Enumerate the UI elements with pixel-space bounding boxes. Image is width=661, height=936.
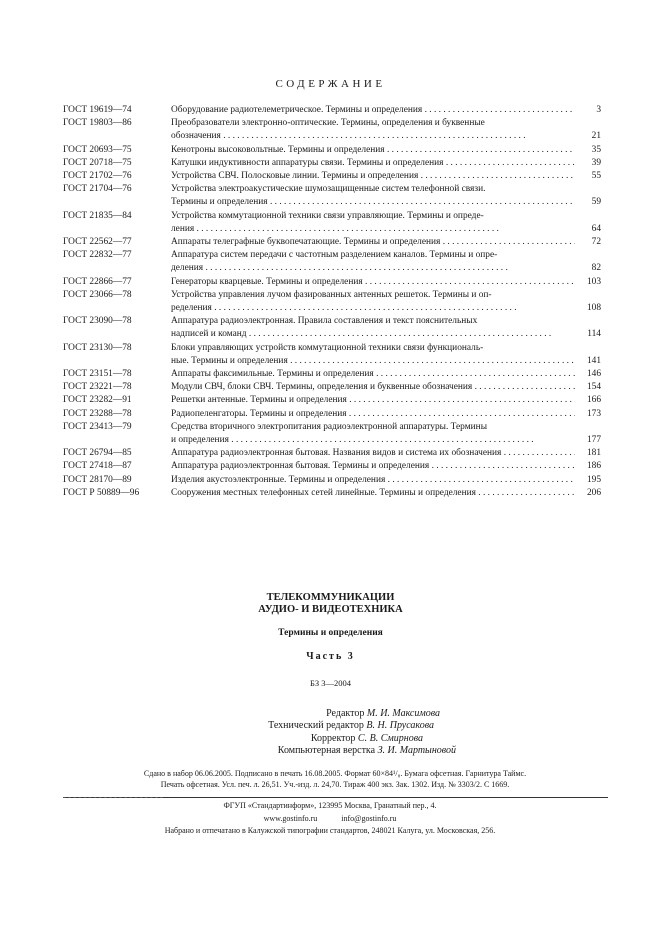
publisher-address: ФГУП «Стандартинформ», 123995 Москва, Гранатный пер., 4. [223,801,437,810]
toc-entry-code: ГОСТ 19803—86 [63,118,132,129]
toc-entry[interactable] [63,447,601,460]
toc-entry[interactable] [63,315,601,341]
toc-entry-title [171,144,575,157]
toc-entry-title-line: Катушки индуктивности аппаратуры связи. Термины и определения . . . [171,158,575,168]
toc-entry-title-line: Модули СВЧ, блоки СВЧ. Термины, определения и буквенные обозначения . . . [171,382,575,392]
toc-entry-title [171,315,575,341]
toc-entry-page: 39 [591,157,601,168]
toc-entry-title-line: Генераторы кварцевые. Термины и определения . . . [171,277,575,287]
toc-entry-title-line: Средства вторичного электропитания радиоэлектронной аппаратуры. Термины [171,421,487,432]
toc-entry-page: 35 [591,144,601,155]
credit-tech-editor: Технический редактор В. Н. Прусакова [268,720,434,732]
toc-entry[interactable] [63,460,601,473]
toc-entry-title [171,249,575,275]
toc-entry-page: 146 [586,369,601,380]
toc-entry-title [171,474,575,487]
toc-entry-title [171,210,575,236]
book-title-line-2: АУДИО- И ВИДЕОТЕХНИКА [258,604,403,615]
toc-entry-code: ГОСТ 19619—74 [63,105,132,115]
toc-entry-code: ГОСТ 22562—77 [63,237,132,248]
toc-entry-title-line: Преобразователи электронно-оптические. Термины, определения и буквенные [171,118,485,129]
toc-entry-page: 21 [591,131,601,142]
credit-name: З. И. Мартыновой [377,745,456,757]
email-link[interactable]: info@gostinfo.ru [341,813,397,823]
toc-entry-title-line: Термины и определения . . . [171,197,574,207]
toc-entry-page: 181 [586,448,601,459]
toc-entry[interactable] [63,104,601,117]
toc-entry-code: ГОСТ 28170—89 [63,474,132,485]
toc-entry-title-line: Аппаратура радиоэлектронная бытовая. Термины и определения . . . [171,461,575,471]
toc-entry-title [171,276,575,289]
toc-entry-code: ГОСТ 23288—78 [63,408,132,419]
toc-entry-code: ГОСТ 22832—77 [63,250,132,261]
toc-entry-page: 114 [587,329,601,340]
toc-entry[interactable] [63,394,601,407]
toc-entry-title-line: Радиопеленгаторы. Термины и определения . . . [171,409,575,419]
toc-entry-page: 72 [591,237,601,248]
toc-entry[interactable] [63,408,601,421]
toc-entry[interactable] [63,368,601,381]
toc-entry-title-line: Устройства управления лучом фазированных антенных решеток. Термины и оп- [171,289,492,300]
printer-info: Набрано и отпечатано в Калужской типографии стандартов, 248021 Калуга, ул. Московская, 256. [164,826,496,835]
toc-entry-page: 3 [596,105,601,115]
footer [40,800,620,838]
toc-entry-page: 166 [586,395,601,406]
toc-entry-title [171,117,575,143]
toc-entry-title [171,368,575,381]
toc-entry-title-line: Аппараты факсимильные. Термины и определения . . . [171,369,575,379]
toc-entry-page: 59 [591,197,601,208]
toc-entry[interactable] [63,276,601,289]
toc-entry-title-line: и определения . . . [171,435,536,445]
toc-entry-page: 141 [586,355,601,366]
toc-entry[interactable] [63,487,601,500]
toc-entry-page: 154 [586,382,601,393]
table-of-contents [63,104,601,500]
book-title [0,592,661,616]
book-part: Часть 3 [306,651,355,662]
toc-entry-title [171,183,575,209]
credit-editor: Редактор М. И. Максимова [326,708,440,719]
toc-entry-code: ГОСТ 21702—76 [63,171,132,182]
toc-entry-code: ГОСТ 22866—77 [63,276,132,287]
toc-entry-code: ГОСТ 23221—78 [63,382,132,393]
bz-code: БЗ 3—2004 [309,678,351,688]
toc-entry-page: 186 [586,461,601,472]
toc-entry-title [171,408,575,421]
book-subtitle: Термины и определения [278,628,383,638]
publication-info-line-2: Печать офсетная. Усл. печ. л. 26,51. Уч.-изд. л. 24,70. Тираж 400 экз. Зак. 1302. Изд. № 3303/2. С 1669. [160,780,510,789]
toc-entry-title-line: надписей и команд . . . [171,329,553,339]
toc-entry-title [171,487,575,500]
toc-entry-title [171,394,575,407]
credits [170,708,470,758]
publisher-contacts [40,813,620,826]
publication-info-line-1: Сдано в набор 06.06.2005. Подписано в печать 16.08.2005. Формат 60×84¹/₈. Бумага офсетная. Гарнитура Таймс. [143,769,527,778]
toc-entry[interactable] [63,474,601,487]
toc-entry-code: ГОСТ 23151—78 [63,369,132,380]
toc-entry-code: ГОСТ 23130—78 [63,342,132,353]
toc-entry-code: ГОСТ 23413—79 [63,421,132,432]
toc-entry-title [171,447,575,460]
website-link[interactable]: www.gostinfo.ru [263,813,318,823]
toc-entry-title [171,157,575,170]
toc-entry-title [171,460,575,473]
toc-entry[interactable] [63,157,601,170]
toc-entry-title-line: Решетки антенные. Термины и определения . . . [171,395,575,405]
divider [63,797,608,798]
toc-entry-title-line: Устройства коммутационной техники связи управляющие. Термины и опреде- [171,210,484,221]
toc-entry-title [171,421,575,447]
toc-entry-page: 82 [591,263,601,274]
toc-entry[interactable] [63,117,601,143]
toc-entry-code: ГОСТ 23066—78 [63,289,132,300]
toc-entry-code: ГОСТ 20693—75 [63,144,132,155]
toc-entry-title-line: Сооружения местных телефонных сетей линейные. Термины и определения . . . [171,488,575,498]
toc-entry[interactable] [63,289,601,315]
toc-entry-page: 108 [586,303,601,314]
book-title-line-1: ТЕЛЕКОММУНИКАЦИИ [266,592,395,603]
toc-entry-title-line: деления . . . [171,263,510,273]
toc-entry-title-line: Блоки управляющих устройств коммутационной техники связи функциональ- [171,342,484,353]
toc-entry[interactable] [63,183,601,209]
toc-entry-title [171,342,575,368]
toc-entry[interactable] [63,421,601,447]
toc-entry-title-line: обозначения . . . [171,131,528,141]
toc-entry-title-line: Устройства СВЧ. Полосковые линии. Термины и определения . . . [171,171,575,181]
toc-entry-code: ГОСТ 21835—84 [63,210,132,221]
toc-entry[interactable] [63,170,601,183]
toc-entry-code: ГОСТ 26794—85 [63,448,132,459]
toc-entry-title [171,289,575,315]
toc-entry[interactable] [63,144,601,157]
toc-title: СОДЕРЖАНИЕ [275,78,386,90]
toc-entry[interactable] [63,210,601,236]
toc-entry-page: 173 [586,408,601,419]
toc-entry-code: ГОСТ 21704—76 [63,184,132,195]
toc-entry-title-line: Кенотроны высоковольтные. Термины и определения . . . [171,145,575,155]
toc-entry-code: ГОСТ 20718—75 [63,157,132,168]
toc-entry[interactable] [63,342,601,368]
toc-entry-title-line: Устройства электроакустические шумозащищенные систем телефонной связи. [171,184,486,195]
toc-entry-title [171,170,575,183]
toc-entry-code: ГОСТ Р 50889—96 [63,487,140,498]
toc-entry-title-line: ные. Термины и определения . . . [171,356,575,366]
toc-entry[interactable] [63,381,601,394]
toc-entry[interactable] [63,249,601,275]
toc-entry-code: ГОСТ 27418—87 [63,461,132,472]
toc-entry-title-line: ления . . . [171,224,501,234]
toc-entry-title-line: ределения . . . [171,303,519,313]
toc-entry-title-line: Оборудование радиотелеметрическое. Термины и определения . . . [171,105,575,115]
toc-entry-title-line: Аппараты телеграфные буквопечатающие. Термины и определения . . . [171,237,575,247]
credit-proofreader: Корректор С. В. Смирнова [310,732,423,744]
toc-entry-title-line: Изделия акустоэлектронные. Термины и определения . . . [171,475,575,485]
toc-entry-title [171,104,575,117]
credit-name: В. Н. Прусакова [366,720,434,732]
toc-entry-title-line: Аппаратура радиоэлектронная. Правила составления и текст пояснительных [171,316,478,327]
toc-entry-page: 195 [586,474,601,485]
credit-layout: Компьютерная верстка З. И. Мартыновой [277,745,456,757]
publication-info [50,768,620,790]
toc-entry-title [171,236,575,249]
toc-entry-page: 206 [586,487,601,498]
toc-entry-page: 177 [586,435,601,446]
toc-entry-page: 64 [591,223,601,234]
toc-entry-title-line: Аппаратура радиоэлектронная бытовая. Названия видов и система их обозначения . . . [171,448,575,458]
toc-entry-title [171,381,575,394]
toc-entry-page: 55 [591,171,601,182]
toc-entry-page: 103 [586,276,601,287]
credit-name: С. В. Смирнова [357,732,423,744]
toc-entry-code: ГОСТ 23090—78 [63,316,132,327]
credit-name: М. И. Максимова [366,708,440,719]
toc-entry-code: ГОСТ 23282—91 [63,395,132,406]
toc-entry-title-line: Аппаратура систем передачи с частотным разделением каналов. Термины и опре- [171,250,498,261]
toc-entry[interactable] [63,236,601,249]
